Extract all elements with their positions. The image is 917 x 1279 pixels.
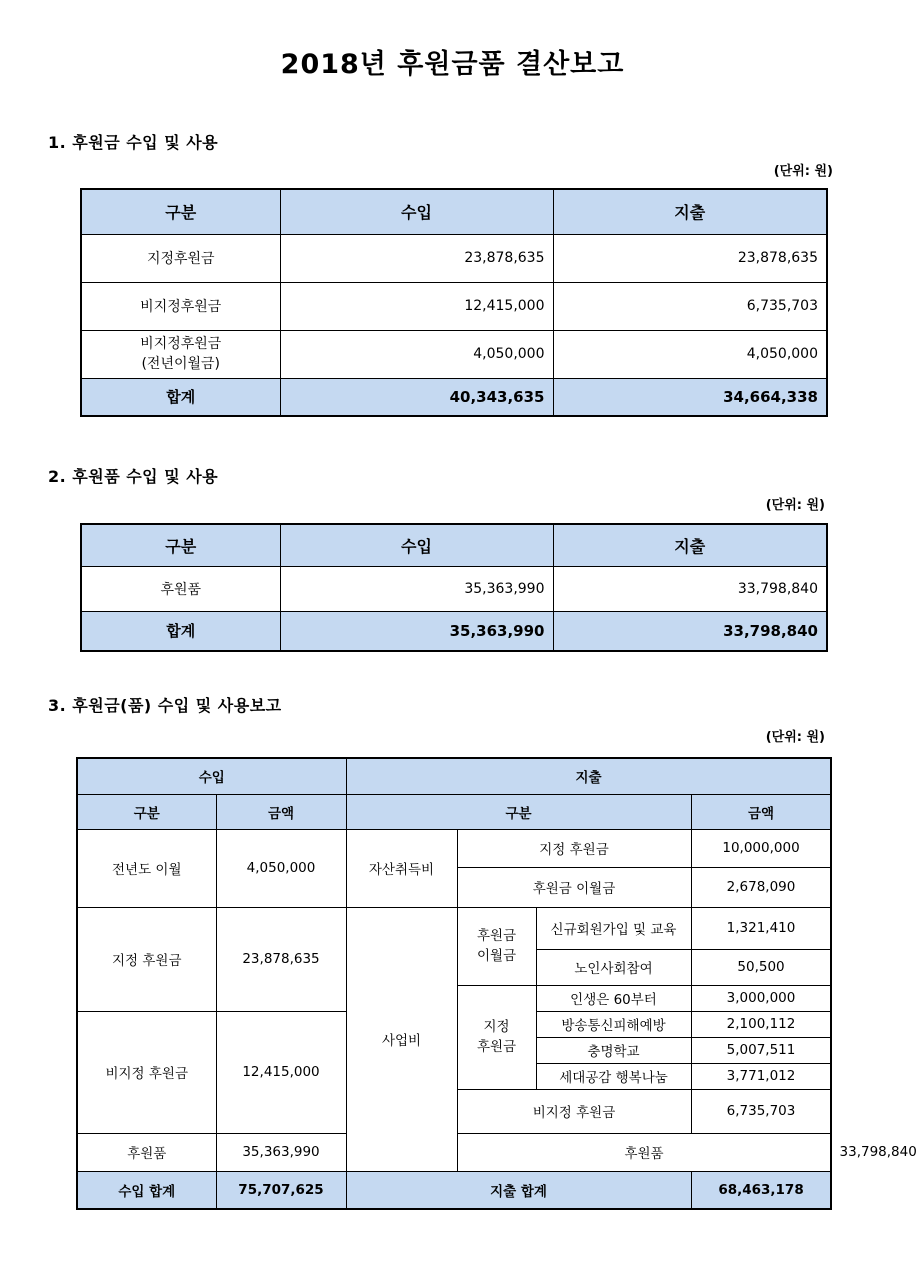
expense-item-amount: 3,771,012 — [691, 1063, 831, 1089]
expense-business-label: 사업비 — [346, 907, 457, 1171]
income-amount-header: 금액 — [216, 794, 346, 829]
expense-item-amount: 5,007,511 — [691, 1037, 831, 1063]
expense-category-header: 구분 — [346, 794, 691, 829]
expense-total-amount: 68,463,178 — [691, 1171, 831, 1209]
expense-item-amount: 10,000,000 — [691, 829, 831, 867]
header-income: 수입 — [280, 189, 553, 234]
expense-item-label: 신규회원가입 및 교육 — [536, 907, 691, 949]
table-row: 후원품 35,363,990 후원품 33,798,840 — [77, 1133, 831, 1171]
row-label: 후원품 — [81, 566, 280, 611]
expense-designated-group-label — [457, 985, 536, 1089]
income-prev-carry-amount: 4,050,000 — [216, 829, 346, 907]
income-non-designated-label: 비지정 후원금 — [77, 1011, 216, 1133]
row-expense: 33,798,840 — [553, 566, 827, 611]
expense-item-label: 비지정 후원금 — [457, 1089, 691, 1133]
table-row — [81, 566, 827, 611]
expense-item-label: 방송통신피해예방 — [536, 1011, 691, 1037]
income-designated-label: 지정 후원금 — [77, 907, 216, 1011]
expense-item-label: 노인사회참여 — [536, 949, 691, 985]
total-label: 합계 — [81, 378, 280, 416]
table-row — [77, 907, 831, 949]
expense-item-amount: 2,100,112 — [691, 1011, 831, 1037]
expense-item-amount: 2,678,090 — [691, 867, 831, 907]
expense-item-amount: 50,500 — [691, 949, 831, 985]
row-expense: 23,878,635 — [553, 234, 827, 282]
carry-group-label-line1: 후원금 — [476, 928, 517, 944]
designated-group-label-line2: 후원금 — [476, 1039, 517, 1055]
row-label-line1: 비지정후원금 — [140, 336, 222, 352]
row-label-line2: (전년이월금) — [141, 356, 221, 372]
table-header-row — [77, 758, 831, 794]
expense-item-amount: 3,000,000 — [691, 985, 831, 1011]
section1-unit: (단위: 원) — [773, 164, 833, 179]
header-category: 구분 — [81, 189, 280, 234]
row-expense: 4,050,000 — [553, 330, 827, 378]
income-goods-label: 후원품 — [77, 1133, 216, 1171]
total-expense: 33,798,840 — [553, 611, 827, 651]
row-label: 비지정후원금 — [81, 282, 280, 330]
section2-unit: (단위: 원) — [765, 498, 825, 513]
table-subheader-row — [77, 794, 831, 829]
expense-goods-label: 후원품 — [457, 1133, 831, 1171]
header-income: 수입 — [280, 524, 553, 566]
expense-item-amount: 1,321,410 — [691, 907, 831, 949]
expense-asset-label: 자산취득비 — [346, 829, 457, 907]
total-label: 합계 — [81, 611, 280, 651]
section1-heading: 1. 후원금 수입 및 사용 — [48, 133, 219, 152]
total-income: 40,343,635 — [280, 378, 553, 416]
section3-table — [76, 757, 917, 1210]
total-income: 35,363,990 — [280, 611, 553, 651]
header-expense: 지출 — [553, 524, 827, 566]
section3-heading: 3. 후원금(품) 수입 및 사용보고 — [48, 696, 282, 715]
section2-heading: 2. 후원품 수입 및 사용 — [48, 467, 219, 486]
row-label — [81, 330, 280, 378]
expense-item-label: 세대공감 행복나눔 — [536, 1063, 691, 1089]
total-row — [77, 1171, 831, 1209]
expense-carry-group-label — [457, 907, 536, 985]
row-income: 35,363,990 — [280, 566, 553, 611]
expense-item-label: 지정 후원금 — [457, 829, 691, 867]
row-expense: 6,735,703 — [553, 282, 827, 330]
expense-item-label: 충명학교 — [536, 1037, 691, 1063]
expense-item-amount: 6,735,703 — [691, 1089, 831, 1133]
expense-total-label: 지출 합계 — [346, 1171, 691, 1209]
section3-unit: (단위: 원) — [765, 730, 825, 745]
carry-group-label-line2: 이월금 — [476, 948, 517, 964]
section2-table — [80, 523, 828, 652]
table-row — [77, 829, 831, 867]
expense-header: 지출 — [346, 758, 831, 794]
table-header-row — [81, 189, 827, 234]
income-non-designated-amount: 12,415,000 — [216, 1011, 346, 1133]
expense-amount-header: 금액 — [691, 794, 831, 829]
total-row — [81, 378, 827, 416]
page-title: 2018년 후원금품 결산보고 — [280, 49, 625, 80]
table-row — [81, 234, 827, 282]
row-income: 4,050,000 — [280, 330, 553, 378]
table-row — [81, 330, 827, 378]
row-label: 지정후원금 — [81, 234, 280, 282]
income-total-amount: 75,707,625 — [216, 1171, 346, 1209]
income-goods-amount: 35,363,990 — [216, 1133, 346, 1171]
expense-item-label: 인생은 60부터 — [536, 985, 691, 1011]
section1-table — [80, 188, 828, 417]
income-designated-amount: 23,878,635 — [216, 907, 346, 1011]
header-expense: 지출 — [553, 189, 827, 234]
income-header: 수입 — [77, 758, 346, 794]
row-income: 23,878,635 — [280, 234, 553, 282]
expense-item-label: 후원금 이월금 — [457, 867, 691, 907]
income-category-header: 구분 — [77, 794, 216, 829]
total-expense: 34,664,338 — [553, 378, 827, 416]
table-row — [81, 282, 827, 330]
row-income: 12,415,000 — [280, 282, 553, 330]
designated-group-label-line1: 지정 — [483, 1019, 510, 1035]
table-header-row — [81, 524, 827, 566]
income-prev-carry-label: 전년도 이월 — [77, 829, 216, 907]
income-total-label: 수입 합계 — [77, 1171, 216, 1209]
header-category: 구분 — [81, 524, 280, 566]
total-row — [81, 611, 827, 651]
